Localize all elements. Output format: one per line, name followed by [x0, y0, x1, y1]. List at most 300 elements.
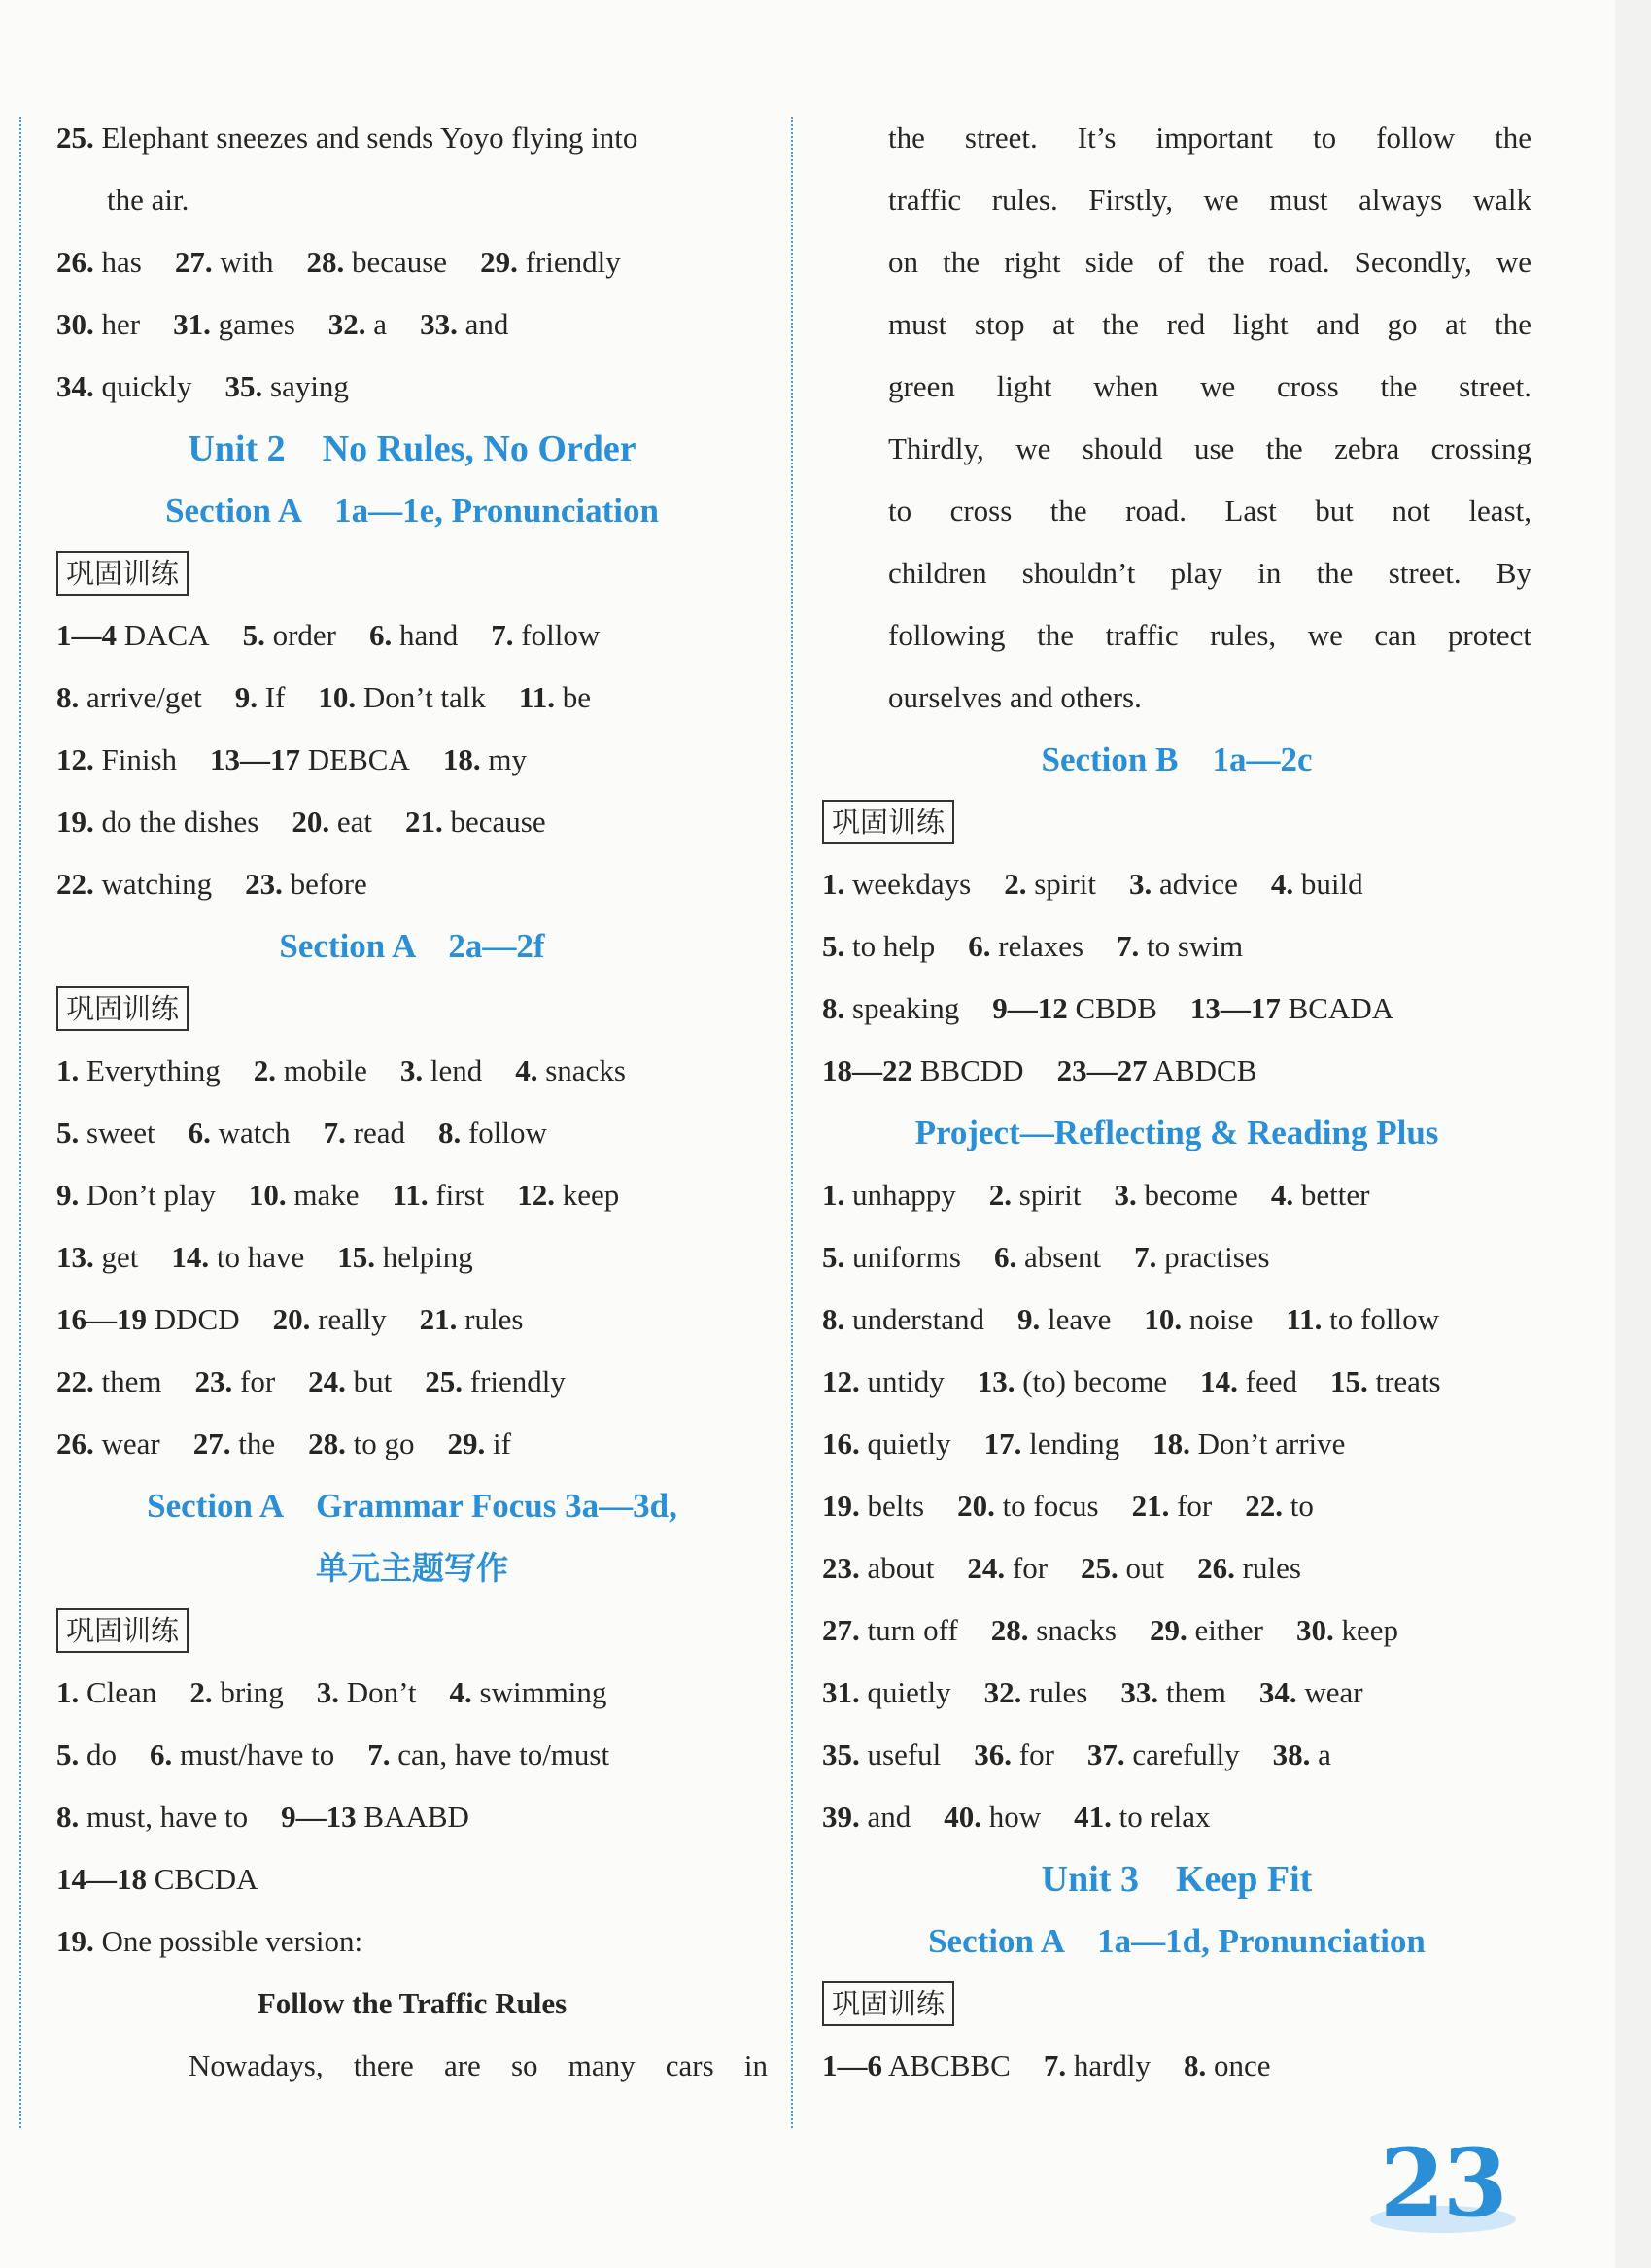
answer-item: [245, 867, 367, 901]
answer-number: 17.: [983, 1426, 1022, 1460]
answer-text: saying: [262, 369, 349, 403]
answer-line: [56, 107, 768, 169]
answer-item: [822, 1178, 956, 1212]
answer-text: follow: [513, 618, 601, 652]
answer-item: [308, 1364, 392, 1398]
answer-line: [56, 1662, 768, 1724]
answer-number: 7.: [323, 1116, 346, 1150]
answer-text: leave: [1040, 1302, 1112, 1336]
answer-number: 7.: [491, 618, 514, 652]
answer-item: [822, 1426, 951, 1460]
answer-number: 4.: [1270, 867, 1294, 901]
answer-item: [306, 245, 447, 279]
answer-text: but: [345, 1364, 393, 1398]
essay-line: Nowadays, there are so many cars in: [189, 2048, 768, 2082]
answer-text: her: [93, 307, 141, 341]
answer-number: 31.: [822, 1675, 860, 1709]
answer-text: Elephant sneezes and sends Yoyo flying into: [93, 120, 638, 155]
section-heading: Unit 3 Keep Fit: [1041, 1859, 1313, 1900]
section-heading: Section B 1a—2c: [1041, 740, 1313, 778]
answer-item: [1144, 1302, 1253, 1336]
answer-line: [56, 1164, 768, 1226]
answer-text: absent: [1016, 1240, 1102, 1274]
answer-item: [822, 1240, 961, 1274]
answer-text: Clean: [79, 1675, 157, 1709]
answer-text: rules: [1021, 1675, 1088, 1709]
answer-text: to: [1282, 1489, 1314, 1523]
answer-number: 2.: [253, 1053, 276, 1087]
answer-number: 12.: [56, 742, 94, 776]
practice-label-box: 巩固训练: [56, 1608, 189, 1653]
left-margin-divider: [19, 117, 21, 2128]
answer-item: [1245, 1489, 1314, 1523]
answer-item: [1259, 1675, 1363, 1709]
answer-text: quietly: [859, 1426, 951, 1460]
answer-line: [822, 1164, 1531, 1226]
answer-item: [189, 1116, 291, 1150]
answer-text: first: [428, 1178, 485, 1212]
answer-item: [56, 369, 192, 403]
answer-text: must/have to: [172, 1737, 335, 1771]
answer-item: [1271, 1178, 1370, 1212]
answer-number: 3.: [316, 1675, 339, 1709]
answer-number: 28.: [308, 1426, 346, 1460]
answer-number: 22.: [56, 1364, 94, 1398]
practice-label-box: 巩固训练: [56, 551, 189, 596]
answer-number: 28.: [306, 245, 345, 279]
answer-text: speaking: [844, 991, 960, 1025]
answer-text: One possible version:: [93, 1924, 363, 1958]
right-column: [822, 107, 1531, 2097]
answer-item: [56, 618, 210, 652]
answer-item: [425, 1364, 566, 1398]
answer-item: [822, 1489, 924, 1523]
answer-line: [56, 1848, 768, 1910]
answer-text: Finish: [93, 742, 178, 776]
answer-text: them: [93, 1364, 162, 1398]
answer-item: [292, 805, 372, 839]
answer-item: [249, 1178, 360, 1212]
answer-item: [984, 1675, 1088, 1709]
answer-item: [56, 1426, 160, 1460]
answer-number: 36.: [974, 1737, 1013, 1771]
answer-number: 8.: [822, 1302, 845, 1336]
answer-text: better: [1293, 1178, 1370, 1212]
answer-number: 23.: [194, 1364, 233, 1398]
answer-item: [56, 1737, 117, 1771]
answer-line: [56, 667, 768, 729]
answer-number: 6.: [369, 618, 393, 652]
answer-item: [193, 1426, 275, 1460]
answer-item: [56, 1240, 138, 1274]
answer-number: 21.: [1131, 1489, 1170, 1523]
answer-number: 1—6: [822, 2048, 882, 2082]
answer-number: 30.: [1296, 1613, 1334, 1647]
answer-number: 25.: [425, 1364, 464, 1398]
answer-number: 28.: [990, 1613, 1029, 1647]
answer-number: 11.: [392, 1178, 429, 1212]
answer-item: [822, 1551, 934, 1585]
section-heading: Section A 1a—1d, Pronunciation: [928, 1922, 1426, 1960]
answer-number: 33.: [420, 307, 458, 341]
answer-item: [944, 1800, 1041, 1834]
answer-item: [56, 1302, 240, 1336]
practice-label-row: [822, 791, 1531, 853]
answer-number: 8.: [437, 1116, 462, 1150]
answer-text: advice: [1152, 867, 1238, 901]
answer-text: understand: [844, 1302, 985, 1336]
answer-number: 3.: [1128, 867, 1152, 901]
answer-number: 10.: [1144, 1302, 1183, 1336]
answer-item: [989, 1178, 1082, 1212]
answer-text: CBDB: [1067, 991, 1157, 1025]
answer-number: 10.: [248, 1178, 287, 1212]
answer-item: [822, 1675, 951, 1709]
answer-text: can, have to/must: [390, 1737, 610, 1771]
answer-number: 34.: [56, 369, 94, 403]
answer-continuation: the air.: [107, 183, 189, 217]
answer-text: be: [554, 680, 591, 714]
answer-item: [822, 1053, 1024, 1087]
answer-text: watch: [210, 1116, 291, 1150]
essay-line: on the right side of the road. Secondly, we: [888, 245, 1531, 279]
answer-line: [822, 1226, 1531, 1289]
answer-line: [822, 1413, 1531, 1475]
answer-item: [984, 1426, 1120, 1460]
answer-item: [822, 867, 971, 901]
practice-label-box: 巩固训练: [822, 800, 954, 844]
answer-item: [1190, 991, 1393, 1025]
answer-text: sweet: [79, 1116, 155, 1150]
answer-item: [56, 1116, 155, 1150]
answer-text: once: [1206, 2048, 1271, 2082]
answer-number: 23.: [245, 867, 283, 901]
answer-text: do the dishes: [93, 805, 259, 839]
answer-item: [1017, 1302, 1111, 1336]
answer-item: [1134, 1240, 1269, 1274]
answer-text: untidy: [859, 1364, 945, 1398]
answer-line: [822, 1040, 1531, 1102]
answer-item: [1296, 1613, 1398, 1647]
answer-item: [337, 1240, 473, 1274]
answer-line: [822, 978, 1531, 1040]
section-heading: Unit 2 No Rules, No Order: [188, 429, 636, 469]
answer-item: [420, 1302, 524, 1336]
answer-number: 26.: [56, 1426, 94, 1460]
answer-number: 38.: [1272, 1737, 1311, 1771]
answer-text: carefully: [1124, 1737, 1240, 1771]
answer-number: 6.: [188, 1116, 211, 1150]
answer-text: snacks: [1028, 1613, 1117, 1647]
answer-text: unhappy: [844, 1178, 956, 1212]
answer-text: keep: [555, 1178, 620, 1212]
answer-text: for: [1169, 1489, 1213, 1523]
answer-number: 12.: [822, 1364, 860, 1398]
answer-number: 41.: [1074, 1800, 1112, 1834]
answer-item: [447, 1426, 510, 1460]
answer-number: 39.: [822, 1800, 860, 1834]
answer-item: [324, 1116, 405, 1150]
answer-text: the: [230, 1426, 276, 1460]
answer-text: read: [345, 1116, 405, 1150]
answer-item: [1286, 1302, 1439, 1336]
answer-number: 4.: [449, 1675, 472, 1709]
answer-item: [273, 1302, 387, 1336]
answer-number: 11.: [518, 680, 555, 714]
answer-text: friendly: [517, 245, 621, 279]
answer-number: 9.: [56, 1178, 80, 1212]
answer-item: [822, 2048, 1011, 2082]
answer-line: [56, 1351, 768, 1413]
answer-number: 11.: [1286, 1302, 1323, 1336]
answer-item: [1197, 1551, 1301, 1585]
answer-text: out: [1118, 1551, 1165, 1585]
section-heading: Section A 2a—2f: [279, 927, 545, 965]
answer-number: 9.: [234, 680, 258, 714]
answer-text: wear: [93, 1426, 160, 1460]
answer-line: [56, 231, 768, 293]
answer-number: 7.: [367, 1737, 391, 1771]
answer-number: 13.: [56, 1240, 94, 1274]
answer-item: [254, 1053, 367, 1087]
answer-text: how: [981, 1800, 1042, 1834]
answer-text: get: [93, 1240, 139, 1274]
answer-item: [1184, 2048, 1271, 2082]
answer-item: [992, 991, 1157, 1025]
answer-item: [1271, 867, 1363, 901]
answer-number: 14—18: [56, 1862, 147, 1896]
essay-line: following the traffic rules, we can protect: [888, 618, 1531, 652]
answer-item: [822, 1737, 941, 1771]
answer-text: helping: [375, 1240, 473, 1274]
answer-text: them: [1158, 1675, 1226, 1709]
answer-number: 19.: [56, 1924, 94, 1958]
answer-text: make: [286, 1178, 360, 1212]
answer-item: [150, 1737, 334, 1771]
answer-text: rules: [1234, 1551, 1301, 1585]
answer-text: to relax: [1111, 1800, 1211, 1834]
essay-line: traffic rules. Firstly, we must always walk: [888, 183, 1531, 217]
answer-number: 26.: [56, 245, 94, 279]
answer-line: [822, 853, 1531, 915]
answer-text: relaxes: [990, 929, 1084, 963]
answer-item: [317, 1675, 417, 1709]
answer-text: to go: [345, 1426, 415, 1460]
answer-item: [56, 120, 637, 155]
answer-item: [974, 1737, 1054, 1771]
answer-number: 5.: [56, 1116, 80, 1150]
answer-text: about: [859, 1551, 935, 1585]
answer-item: [1115, 1178, 1238, 1212]
answer-number: 9.: [1017, 1302, 1041, 1336]
answer-item: [957, 1489, 1099, 1523]
answer-text: for: [1005, 1551, 1049, 1585]
answer-number: 24.: [967, 1551, 1006, 1585]
answer-number: 24.: [308, 1364, 346, 1398]
essay-line: Thirdly, we should use the zebra crossing: [888, 431, 1531, 465]
answer-number: 37.: [1086, 1737, 1125, 1771]
answer-number: 5.: [822, 929, 845, 963]
left-column: [56, 107, 768, 2097]
answer-text: ABCBBC: [882, 2048, 1011, 2082]
answer-item: [367, 1737, 609, 1771]
answer-line: [56, 604, 768, 667]
answer-number: 18.: [1152, 1426, 1190, 1460]
practice-label-row: [56, 542, 768, 604]
answer-line: [56, 1226, 768, 1289]
answer-line: [56, 1786, 768, 1848]
answer-text: CBCDA: [147, 1862, 258, 1896]
answer-item: [1120, 1675, 1226, 1709]
answer-text: because: [442, 805, 546, 839]
essay-line: children shouldn’t play in the street. By: [888, 556, 1531, 590]
answer-number: 8.: [56, 1800, 80, 1834]
answer-item: [328, 307, 387, 341]
answer-text: before: [282, 867, 367, 901]
answer-line: [56, 356, 768, 418]
answer-line: [56, 1040, 768, 1102]
answer-number: 27.: [174, 245, 213, 279]
answer-item: [822, 1364, 945, 1398]
answer-number: 20.: [272, 1302, 311, 1336]
answer-number: 5.: [822, 1240, 845, 1274]
practice-label-box: 巩固训练: [56, 986, 189, 1031]
answer-item: [225, 369, 349, 403]
answer-text: lending: [1021, 1426, 1120, 1460]
answer-line: [56, 729, 768, 791]
answer-number: 26.: [1197, 1551, 1235, 1585]
answer-line: [56, 1289, 768, 1351]
answer-item: [393, 1178, 485, 1212]
answer-number: 1—4: [56, 618, 117, 652]
answer-number: 4.: [1270, 1178, 1294, 1212]
answer-text: lend: [423, 1053, 483, 1087]
answer-item: [1074, 1800, 1210, 1834]
essay-line: to cross the road. Last but not least,: [888, 494, 1531, 528]
answer-item: [967, 1551, 1048, 1585]
answer-number: 34.: [1258, 1675, 1297, 1709]
answer-item: [443, 742, 527, 776]
answer-item: [515, 1053, 626, 1087]
answer-number: 2.: [1004, 867, 1027, 901]
essay-line: the street. It’s important to follow the: [888, 120, 1531, 155]
answer-text: follow: [461, 1116, 547, 1150]
answer-number: 40.: [944, 1800, 982, 1834]
answer-number: 18—22: [822, 1053, 912, 1087]
answer-number: 9—12: [992, 991, 1068, 1025]
answer-item: [994, 1240, 1101, 1274]
answer-text: arrive/get: [79, 680, 202, 714]
answer-text: to have: [209, 1240, 305, 1274]
answer-number: 1.: [822, 867, 845, 901]
answer-number: 8.: [822, 991, 845, 1025]
answer-number: 14.: [1200, 1364, 1238, 1398]
answer-item: [56, 1364, 162, 1398]
answer-item: [56, 742, 177, 776]
answer-text: If: [258, 680, 286, 714]
answer-item: [56, 245, 142, 279]
answer-number: 1.: [56, 1053, 80, 1087]
answer-number: 35.: [822, 1737, 860, 1771]
answer-number: 20.: [957, 1489, 995, 1523]
answer-item: [822, 991, 959, 1025]
answer-number: 16—19: [56, 1302, 147, 1336]
answer-item: [1057, 1053, 1257, 1087]
answer-line: [56, 1910, 768, 1973]
answer-number: 7.: [1043, 2048, 1067, 2082]
answer-item: [1087, 1737, 1240, 1771]
answer-number: 3.: [399, 1053, 424, 1087]
answer-text: snacks: [537, 1053, 626, 1087]
answer-line: [822, 1475, 1531, 1537]
answer-text: and: [859, 1800, 911, 1834]
answer-number: 5.: [56, 1737, 80, 1771]
answer-item: [1117, 929, 1243, 963]
answer-number: 19.: [56, 805, 94, 839]
answer-item: [308, 1426, 414, 1460]
answer-text: Don’t: [339, 1675, 417, 1709]
answer-number: 4.: [515, 1053, 538, 1087]
answer-number: 13—17: [210, 742, 301, 776]
answer-item: [1330, 1364, 1441, 1398]
answer-text: either: [1187, 1613, 1264, 1647]
answer-text: Everything: [79, 1053, 221, 1087]
answer-text: become: [1136, 1178, 1238, 1212]
answer-line: [822, 1786, 1531, 1848]
answer-number: 3.: [1114, 1178, 1137, 1212]
answer-text: weekdays: [844, 867, 972, 901]
answer-text: (to) become: [1015, 1364, 1168, 1398]
answer-number: 6.: [150, 1737, 173, 1771]
answer-number: 21.: [419, 1302, 458, 1336]
answer-number: 32.: [327, 307, 366, 341]
page-edge: [1615, 0, 1651, 2268]
answer-line: [822, 1351, 1531, 1413]
answer-text: wear: [1296, 1675, 1363, 1709]
answer-text: noise: [1182, 1302, 1254, 1336]
answer-number: 25.: [1081, 1551, 1118, 1585]
answer-text: to help: [844, 929, 936, 963]
answer-item: [1200, 1364, 1297, 1398]
answer-number: 30.: [56, 307, 94, 341]
answer-number: 18.: [442, 742, 481, 776]
practice-label-row: [56, 1599, 768, 1662]
answer-item: [243, 618, 336, 652]
answer-text: my: [480, 742, 527, 776]
answer-text: DDCD: [147, 1302, 240, 1336]
answer-number: 7.: [1134, 1240, 1157, 1274]
answer-text: has: [93, 245, 142, 279]
answer-item: [369, 618, 458, 652]
answer-text: DACA: [117, 618, 210, 652]
answer-number: 21.: [405, 805, 443, 839]
section-heading: Project—Reflecting & Reading Plus: [914, 1114, 1439, 1151]
answer-number: 14.: [171, 1240, 210, 1274]
answer-item: [1044, 2048, 1151, 2082]
answer-text: useful: [859, 1737, 942, 1771]
answer-line: [56, 791, 768, 853]
answer-item: [56, 1675, 156, 1709]
answer-item: [56, 1862, 258, 1896]
practice-label-row: [56, 978, 768, 1040]
answer-text: a: [1310, 1737, 1331, 1771]
answer-text: with: [212, 245, 274, 279]
answer-text: hardly: [1066, 2048, 1152, 2082]
answer-text: and: [457, 307, 509, 341]
answer-item: [1129, 867, 1238, 901]
answer-line: [56, 1413, 768, 1475]
answer-number: 22.: [56, 867, 94, 901]
